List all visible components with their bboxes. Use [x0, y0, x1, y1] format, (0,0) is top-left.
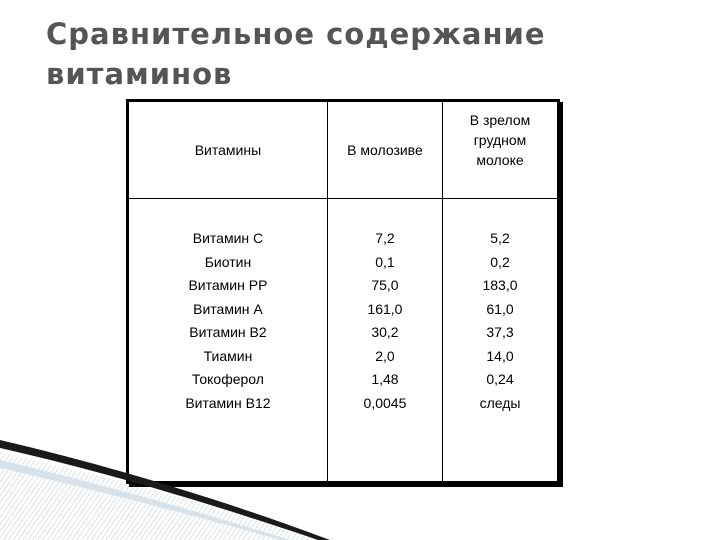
- mature-milk-value: 183,0: [482, 277, 518, 293]
- mature-milk-value: 61,0: [486, 300, 514, 317]
- vitamin-name: Витамин В2: [189, 324, 267, 340]
- colostrum-value: 0,0045: [363, 394, 407, 411]
- table-header-row: [129, 102, 558, 199]
- mature-milk-value: 14,0: [486, 347, 514, 364]
- header-mature-line-3: молоке: [476, 152, 524, 168]
- vitamin-name: Тиамин: [203, 347, 253, 364]
- colostrum-value: 161,0: [367, 300, 403, 317]
- vitamins-table-container: [126, 99, 560, 484]
- colostrum-value: 75,0: [371, 277, 399, 293]
- title-line-2: витаминов: [46, 57, 233, 91]
- colostrum-value: 0,1: [375, 253, 395, 270]
- header-colostrum: В молозиве: [327, 102, 442, 199]
- colostrum-value: 30,2: [371, 324, 399, 340]
- vitamin-name: Токоферол: [191, 371, 264, 387]
- vitamin-name: Витамин В12: [185, 394, 271, 411]
- header-mature-milk: [443, 102, 558, 199]
- colostrum-value: 7,2: [375, 230, 395, 246]
- vitamin-name: Витамин А: [193, 300, 263, 317]
- mature-milk-value: 5,2: [490, 230, 510, 246]
- vitamin-name: Биотин: [204, 253, 252, 270]
- colostrum-value: 1,48: [371, 371, 399, 387]
- slide-title: [46, 14, 666, 94]
- header-mature-line-2: грудном: [473, 132, 527, 148]
- vitamin-name: Витамин РР: [188, 277, 268, 293]
- mature-milk-value: следы: [479, 394, 521, 411]
- mature-milk-value: 0,24: [486, 371, 514, 387]
- title-line-1: Сравнительное содержание: [46, 17, 546, 51]
- colostrum-value: 2,0: [375, 347, 395, 364]
- mature-milk-value: 37,3: [486, 324, 514, 340]
- header-vitamins: Витамины: [129, 102, 328, 199]
- decorative-swoosh: [0, 440, 720, 540]
- vitamins-table: [128, 101, 558, 482]
- mature-milk-value: 0,2: [490, 253, 510, 270]
- header-mature-line-1: В зрелом: [469, 112, 531, 128]
- vitamin-name: Витамин С: [192, 230, 264, 246]
